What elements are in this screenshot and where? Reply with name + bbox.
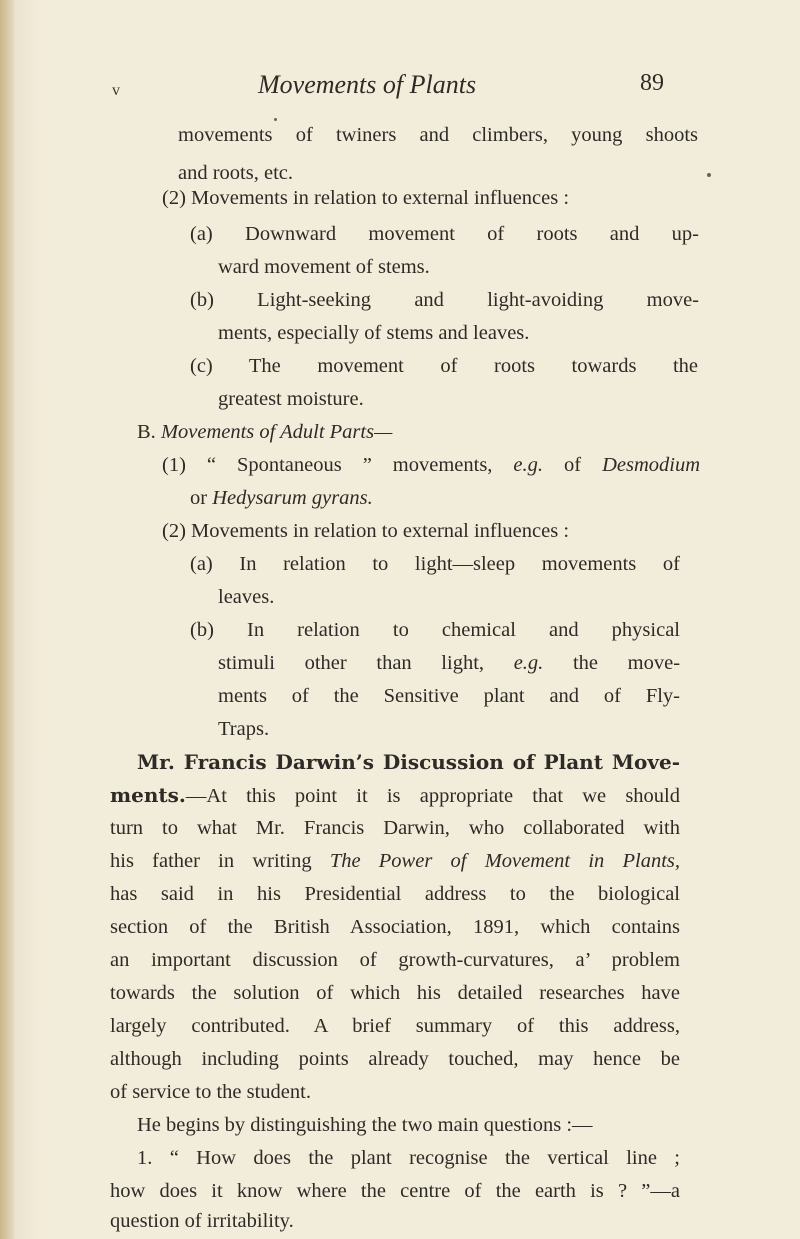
text-line: (b) Light-seeking and light-avoiding move- [190, 289, 699, 311]
text-line: He begins by distinguishing the two main questions :— [137, 1114, 593, 1136]
text-line: greatest moisture. [218, 388, 364, 410]
text-line: (2) Movements in relation to external influences : [162, 187, 570, 209]
page-gutter-shadow [0, 0, 14, 1239]
text-line: turn to what Mr. Francis Darwin, who collaborated with [110, 817, 680, 839]
text-line: question of irritability. [110, 1210, 294, 1232]
text-line: movements of twiners and climbers, young shoots [178, 124, 698, 146]
text-line: (2) Movements in relation to external influences : [162, 520, 570, 542]
text-line: (1) “ Spontaneous ” movements, e.g. of Desmodium [162, 454, 701, 476]
text-line: ments.—At this point it is appropriate that we should [110, 783, 680, 807]
text-line: his father in writing The Power of Movement in Plants, [110, 850, 681, 872]
text-line: (b) In relation to chemical and physical [190, 619, 680, 641]
text-line: has said in his Presidential address to the biological [110, 883, 680, 905]
signature-mark: v [112, 82, 120, 99]
text-line: of service to the student. [110, 1081, 311, 1103]
text-line: 1. “ How does the plant recognise the vertical line ; [137, 1147, 680, 1169]
text-line: (c) The movement of roots towards the [190, 355, 698, 377]
ink-speck [274, 118, 277, 121]
text-line: ward movement of stems. [218, 256, 430, 278]
text-line: and roots, etc. [178, 162, 293, 184]
text-line: or Hedysarum gyrans. [190, 487, 373, 509]
section-title: Movements of Adult Parts— [160, 421, 393, 443]
text-line: towards the solution of which his detailed researches have [110, 982, 680, 1004]
text-line: Traps. [218, 718, 270, 740]
text-line: how does it know where the centre of the earth is ? ”—a [110, 1180, 680, 1202]
discussion-heading: Mr. Francis Darwin’s Discussion of Plant Move- [137, 750, 680, 774]
text-line: (a) In relation to light—sleep movements of [190, 553, 680, 575]
text-line: stimuli other than light, e.g. the move- [218, 652, 681, 674]
page-number: 89 [640, 70, 664, 96]
ink-speck [707, 173, 711, 177]
text-line: largely contributed. A brief summary of this address, [110, 1015, 680, 1037]
section-heading [137, 422, 392, 443]
running-head: Movements of Plants [258, 70, 477, 99]
text-line: leaves. [218, 586, 275, 608]
text-line: ments, especially of stems and leaves. [218, 322, 530, 344]
text-line: an important discussion of growth-curvatures, a’ problem [110, 949, 680, 971]
section-label: B. [137, 421, 156, 443]
text-line: ments of the Sensitive plant and of Fly- [218, 685, 680, 707]
text-line: section of the British Association, 1891, which contains [110, 916, 680, 938]
text-line: (a) Downward movement of roots and up- [190, 223, 699, 245]
text-line: although including points already touched, may hence be [110, 1048, 680, 1070]
